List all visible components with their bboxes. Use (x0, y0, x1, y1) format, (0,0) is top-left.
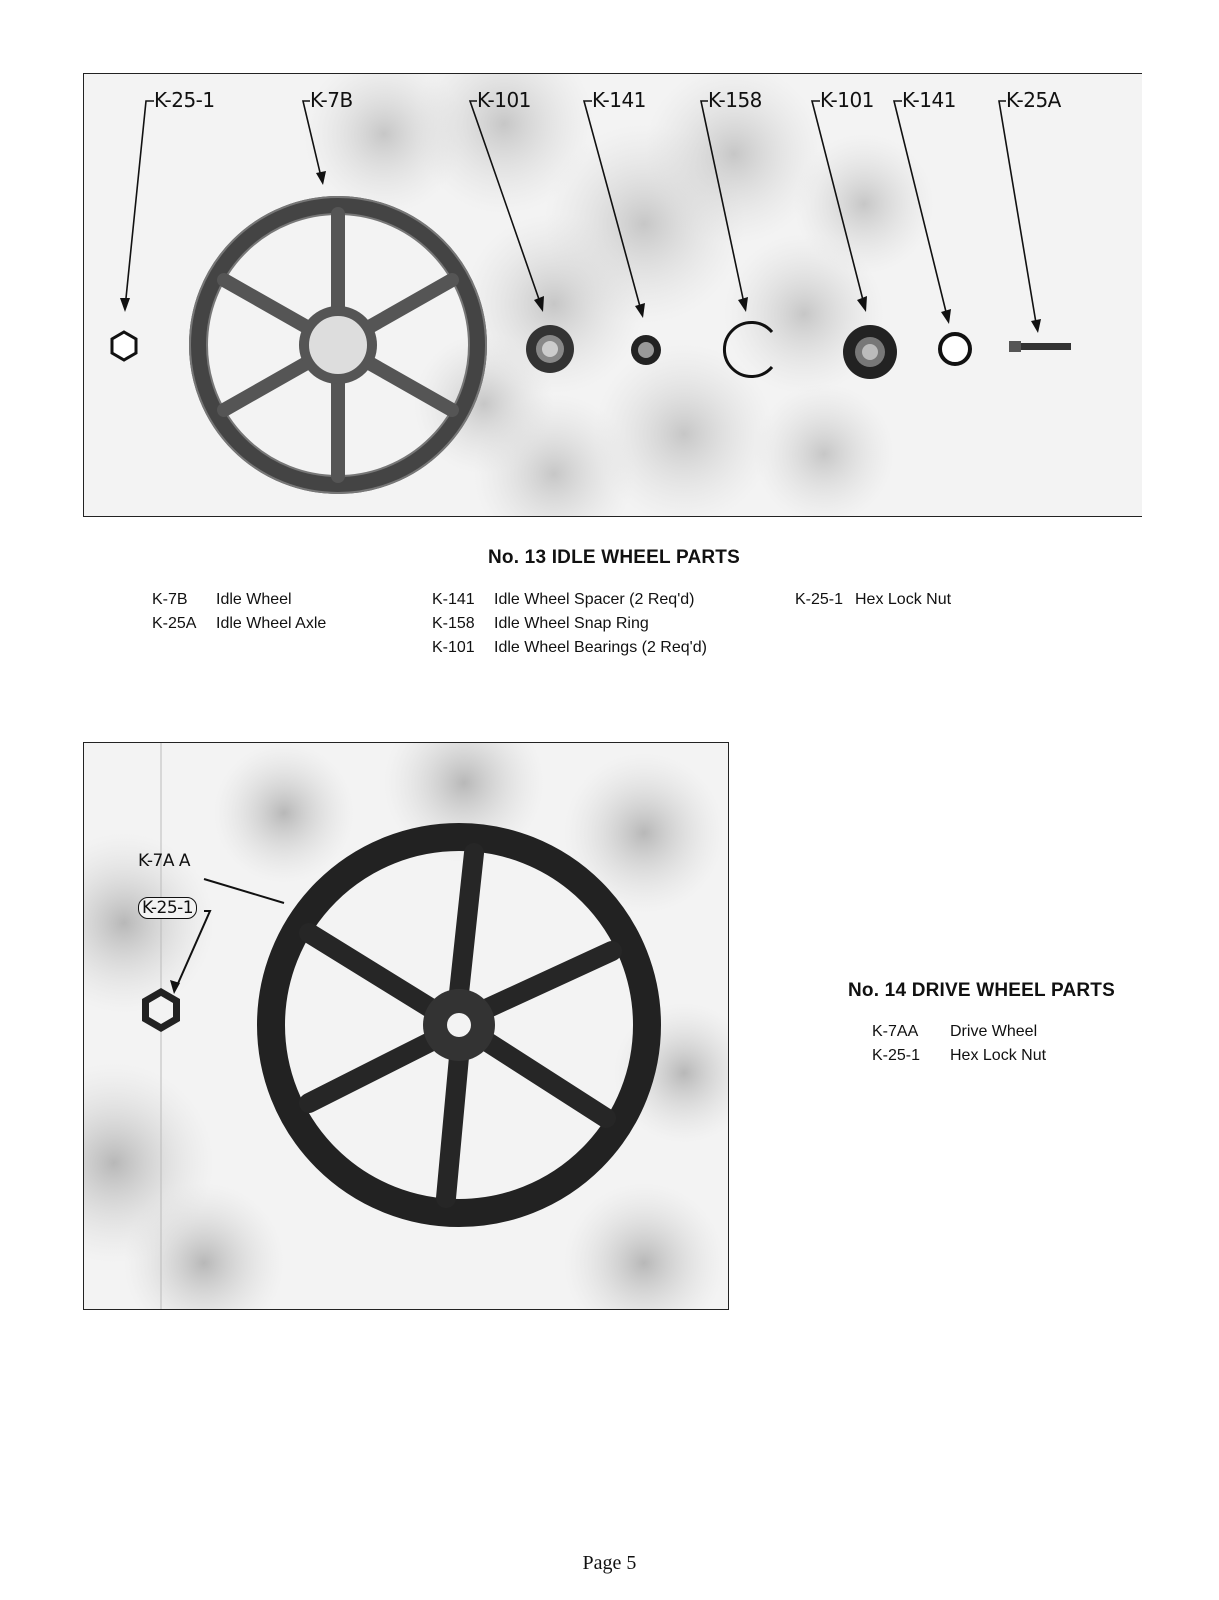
mottled-background (304, 74, 934, 516)
callout-k-25-1: K-25-1 (138, 897, 197, 919)
parts-row (432, 612, 707, 636)
part-code: K-101 (432, 639, 475, 656)
parts-row (152, 612, 326, 636)
idle-wheel-parts-title: No. 13 IDLE WHEEL PARTS (488, 547, 740, 568)
parts-row (795, 588, 951, 612)
part-description: Hex Lock Nut (855, 591, 952, 608)
idle-wheel-parts-list-col1 (152, 588, 326, 636)
part-code: K-7AA (872, 1023, 919, 1040)
callout-k-141: K-141 (592, 88, 646, 112)
callout-k-7b: K-7B (310, 88, 353, 112)
drive-wheel-icon (271, 837, 647, 1213)
parts-row (432, 588, 707, 612)
parts-row (872, 1020, 1046, 1044)
part-code: K-141 (432, 591, 475, 608)
part-description: Hex Lock Nut (950, 1047, 1047, 1064)
part-code: K-7B (152, 591, 188, 608)
drive-wheel-parts-title: No. 14 DRIVE WHEEL PARTS (848, 980, 1115, 1001)
idle-wheel-parts-list-col3 (795, 588, 951, 612)
idle-wheel-parts-list-col2 (432, 588, 707, 660)
hex-lock-nut-icon (112, 332, 136, 360)
bearing-icon (843, 325, 897, 379)
callout-k-25a: K-25A (1006, 88, 1061, 112)
part-description: Idle Wheel Spacer (2 Req'd) (494, 591, 695, 608)
mottled-background (84, 743, 728, 1309)
spacer-icon (631, 335, 661, 365)
callout-k-101-second: K-101 (820, 88, 874, 112)
parts-row (152, 588, 326, 612)
idle-wheel-icon (190, 197, 486, 493)
part-code: K-25-1 (872, 1047, 921, 1064)
parts-row (872, 1044, 1046, 1068)
idle-wheel-parts-photo (83, 73, 1142, 517)
callout-k-25-1: K-25-1 (154, 88, 215, 112)
part-code: K-25-1 (795, 591, 844, 608)
part-code: K-25A (152, 615, 197, 632)
parts-row (432, 636, 707, 660)
drive-wheel-parts-list (872, 1020, 1046, 1068)
callout-k-141-second: K-141 (902, 88, 956, 112)
part-description: Idle Wheel Snap Ring (494, 615, 649, 632)
axle-icon (1009, 341, 1071, 352)
drive-wheel-parts-illustration (84, 743, 728, 1309)
part-description: Idle Wheel Axle (216, 615, 327, 632)
idle-wheel-parts-illustration (84, 74, 1142, 516)
spacer-icon (940, 334, 970, 364)
page-number: Page 5 (582, 1552, 637, 1574)
part-description: Idle Wheel Bearings (2 Req'd) (494, 639, 707, 656)
bearing-icon (526, 325, 574, 373)
callout-k-158: K-158 (708, 88, 762, 112)
callout-k-101: K-101 (477, 88, 531, 112)
callout-k-7aa: K-7A A (138, 851, 190, 871)
drive-wheel-parts-photo (83, 742, 729, 1310)
part-code: K-158 (432, 615, 475, 632)
part-description: Drive Wheel (950, 1023, 1038, 1040)
part-description: Idle Wheel (216, 591, 292, 608)
